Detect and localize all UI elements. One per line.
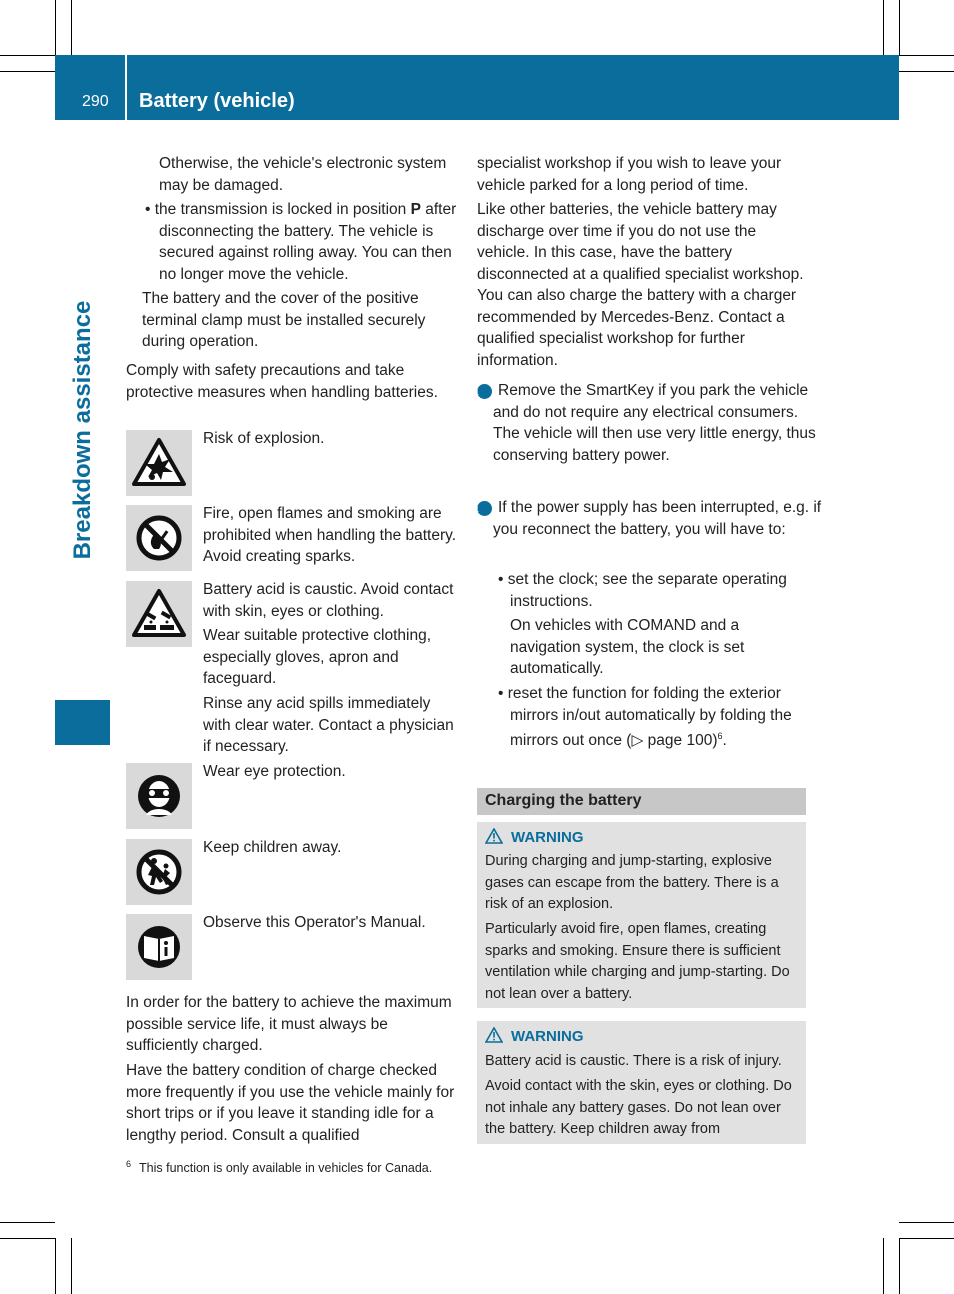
crop-mark: [0, 71, 55, 72]
paragraph: The battery and the cover of the positive terminal clamp must be installed securely during operation.: [142, 290, 426, 350]
warning-triangle-icon: [485, 1027, 503, 1047]
header-divider: [125, 55, 127, 120]
bullet-subtext: On vehicles with COMAND and a navigation system, the clock is set automatically.: [510, 617, 745, 677]
bullet-item: • set the clock; see the separate operating instructions.: [498, 571, 787, 610]
bullet-text: • the transmission is locked in position: [145, 201, 411, 218]
warning-text: Particularly avoid fire, open flames, creating sparks and smoking. Ensure there is sufficient ventilation while charging and jump-starting. Do not lean over a battery.: [485, 921, 790, 1002]
crop-mark: [0, 1238, 55, 1239]
paragraph: Like other batteries, the vehicle battery may discharge over time if you do not use the vehicle. In this case, have the battery disconnected at a qualified specialist workshop. You can also charge the battery with a charger recommended by Mercedes-Benz. Contact a qualified specialist workshop for further information.: [477, 201, 804, 369]
warning-text: Avoid contact with the skin, eyes or clothing. Do not inhale any battery gases. Do not lean over the battery. Keep children away from: [485, 1078, 792, 1137]
warning-triangle-icon: [485, 828, 503, 848]
warning-title-text: WARNING: [511, 829, 584, 846]
symbol-text: Keep children away.: [203, 839, 342, 856]
no-fire-icon: [126, 505, 192, 571]
footnote: [126, 1159, 432, 1175]
crop-mark: [883, 1238, 884, 1294]
info-icon: i: [477, 501, 492, 516]
section-heading-bar: [477, 788, 806, 815]
crop-mark: [899, 1238, 954, 1239]
info-note: [474, 497, 828, 540]
crop-mark: [899, 1238, 900, 1294]
footnote-text: This function is only available in vehicles for Canada.: [139, 1161, 433, 1176]
warning-title: [485, 828, 584, 848]
crop-mark: [899, 55, 954, 56]
symbol-text: Rinse any acid spills immediately with clear water. Contact a physician if necessary.: [203, 695, 454, 755]
paragraph: Comply with safety precautions and take protective measures when handling batteries.: [126, 362, 438, 401]
symbol-text: Battery acid is caustic. Avoid contact with skin, eyes or clothing.: [203, 581, 454, 620]
warning-box: [477, 822, 806, 1008]
crop-mark: [71, 1238, 72, 1294]
symbol-text: Wear eye protection.: [203, 763, 346, 780]
section-heading: Charging the battery: [485, 792, 642, 809]
crop-mark: [899, 1222, 954, 1223]
info-note-text: If the power supply has been interrupted, e.g. if you reconnect the battery, you will have to:: [493, 499, 822, 538]
info-note: [474, 380, 823, 466]
symbol-text: Wear suitable protective clothing, especially gloves, apron and faceguard.: [203, 627, 432, 687]
paragraph: Have the battery condition of charge checked more frequently if you use the vehicle mainly for short trips or if you leave it standing idle for a lengthy period. Consult a qualified: [126, 1062, 455, 1144]
crop-mark: [899, 71, 954, 72]
warning-box: [477, 1021, 806, 1144]
warning-text: During charging and jump-starting, explosive gases can escape from the battery. There is a risk of an explosion.: [485, 853, 779, 912]
bullet-text: after disconnecting the battery. The vehicle is secured against rolling away. You can then no longer move the vehicle.: [159, 201, 457, 283]
caustic-warning-icon: [126, 581, 192, 647]
manual-icon: [126, 914, 192, 980]
page-number: 290: [82, 93, 109, 110]
paragraph: Otherwise, the vehicle's electronic system may be damaged.: [159, 155, 447, 194]
warning-text: Battery acid is caustic. There is a risk of injury.: [485, 1053, 782, 1069]
bullet-item: • reset the function for folding the exterior mirrors in/out automatically by folding the mirrors out once (▷ page 100)$^6$.: [498, 685, 792, 750]
section-title: Battery (vehicle): [139, 90, 295, 112]
symbol-text: Fire, open flames and smoking are prohibited when handling the battery. Avoid creating sparks.: [203, 505, 457, 565]
keep-children-away-icon: [126, 839, 192, 905]
crop-mark: [55, 1238, 56, 1294]
crop-mark: [899, 0, 900, 55]
symbol-text: Observe this Operator's Manual.: [203, 914, 426, 931]
footnote-ref: 6: [717, 731, 723, 741]
info-icon: i: [477, 384, 492, 399]
explosion-warning-icon: [126, 430, 192, 496]
crop-mark: [883, 0, 884, 55]
page-header: [55, 55, 899, 120]
chapter-tab-label: Breakdown assistance: [69, 300, 96, 560]
chapter-tab: [55, 120, 110, 745]
paragraph: specialist workshop if you wish to leave your vehicle parked for a long period of time.: [477, 155, 782, 194]
eye-protection-icon: [126, 763, 192, 829]
gear-position: P: [410, 201, 421, 218]
paragraph: In order for the battery to achieve the maximum possible service life, it must always be sufficiently charged.: [126, 994, 452, 1054]
bullet-text: • reset the function for folding the exterior mirrors in/out automatically by folding the mirrors out once (▷ page 100): [498, 685, 792, 750]
symbol-text: Risk of explosion.: [203, 430, 325, 447]
chapter-tab-marker: [55, 700, 110, 745]
warning-title: [485, 1027, 584, 1047]
crop-mark: [0, 1222, 55, 1223]
warning-title-text: WARNING: [511, 1028, 584, 1045]
info-note-text: Remove the SmartKey if you park the vehicle and do not require any electrical consumers. The vehicle will then use very little energy, thus conserving battery power.: [493, 382, 816, 464]
crop-mark: [55, 0, 56, 55]
crop-mark: [71, 0, 72, 55]
bullet-item: [145, 199, 471, 285]
crop-mark: [0, 55, 55, 56]
footnote-marker: 6: [126, 1159, 132, 1169]
